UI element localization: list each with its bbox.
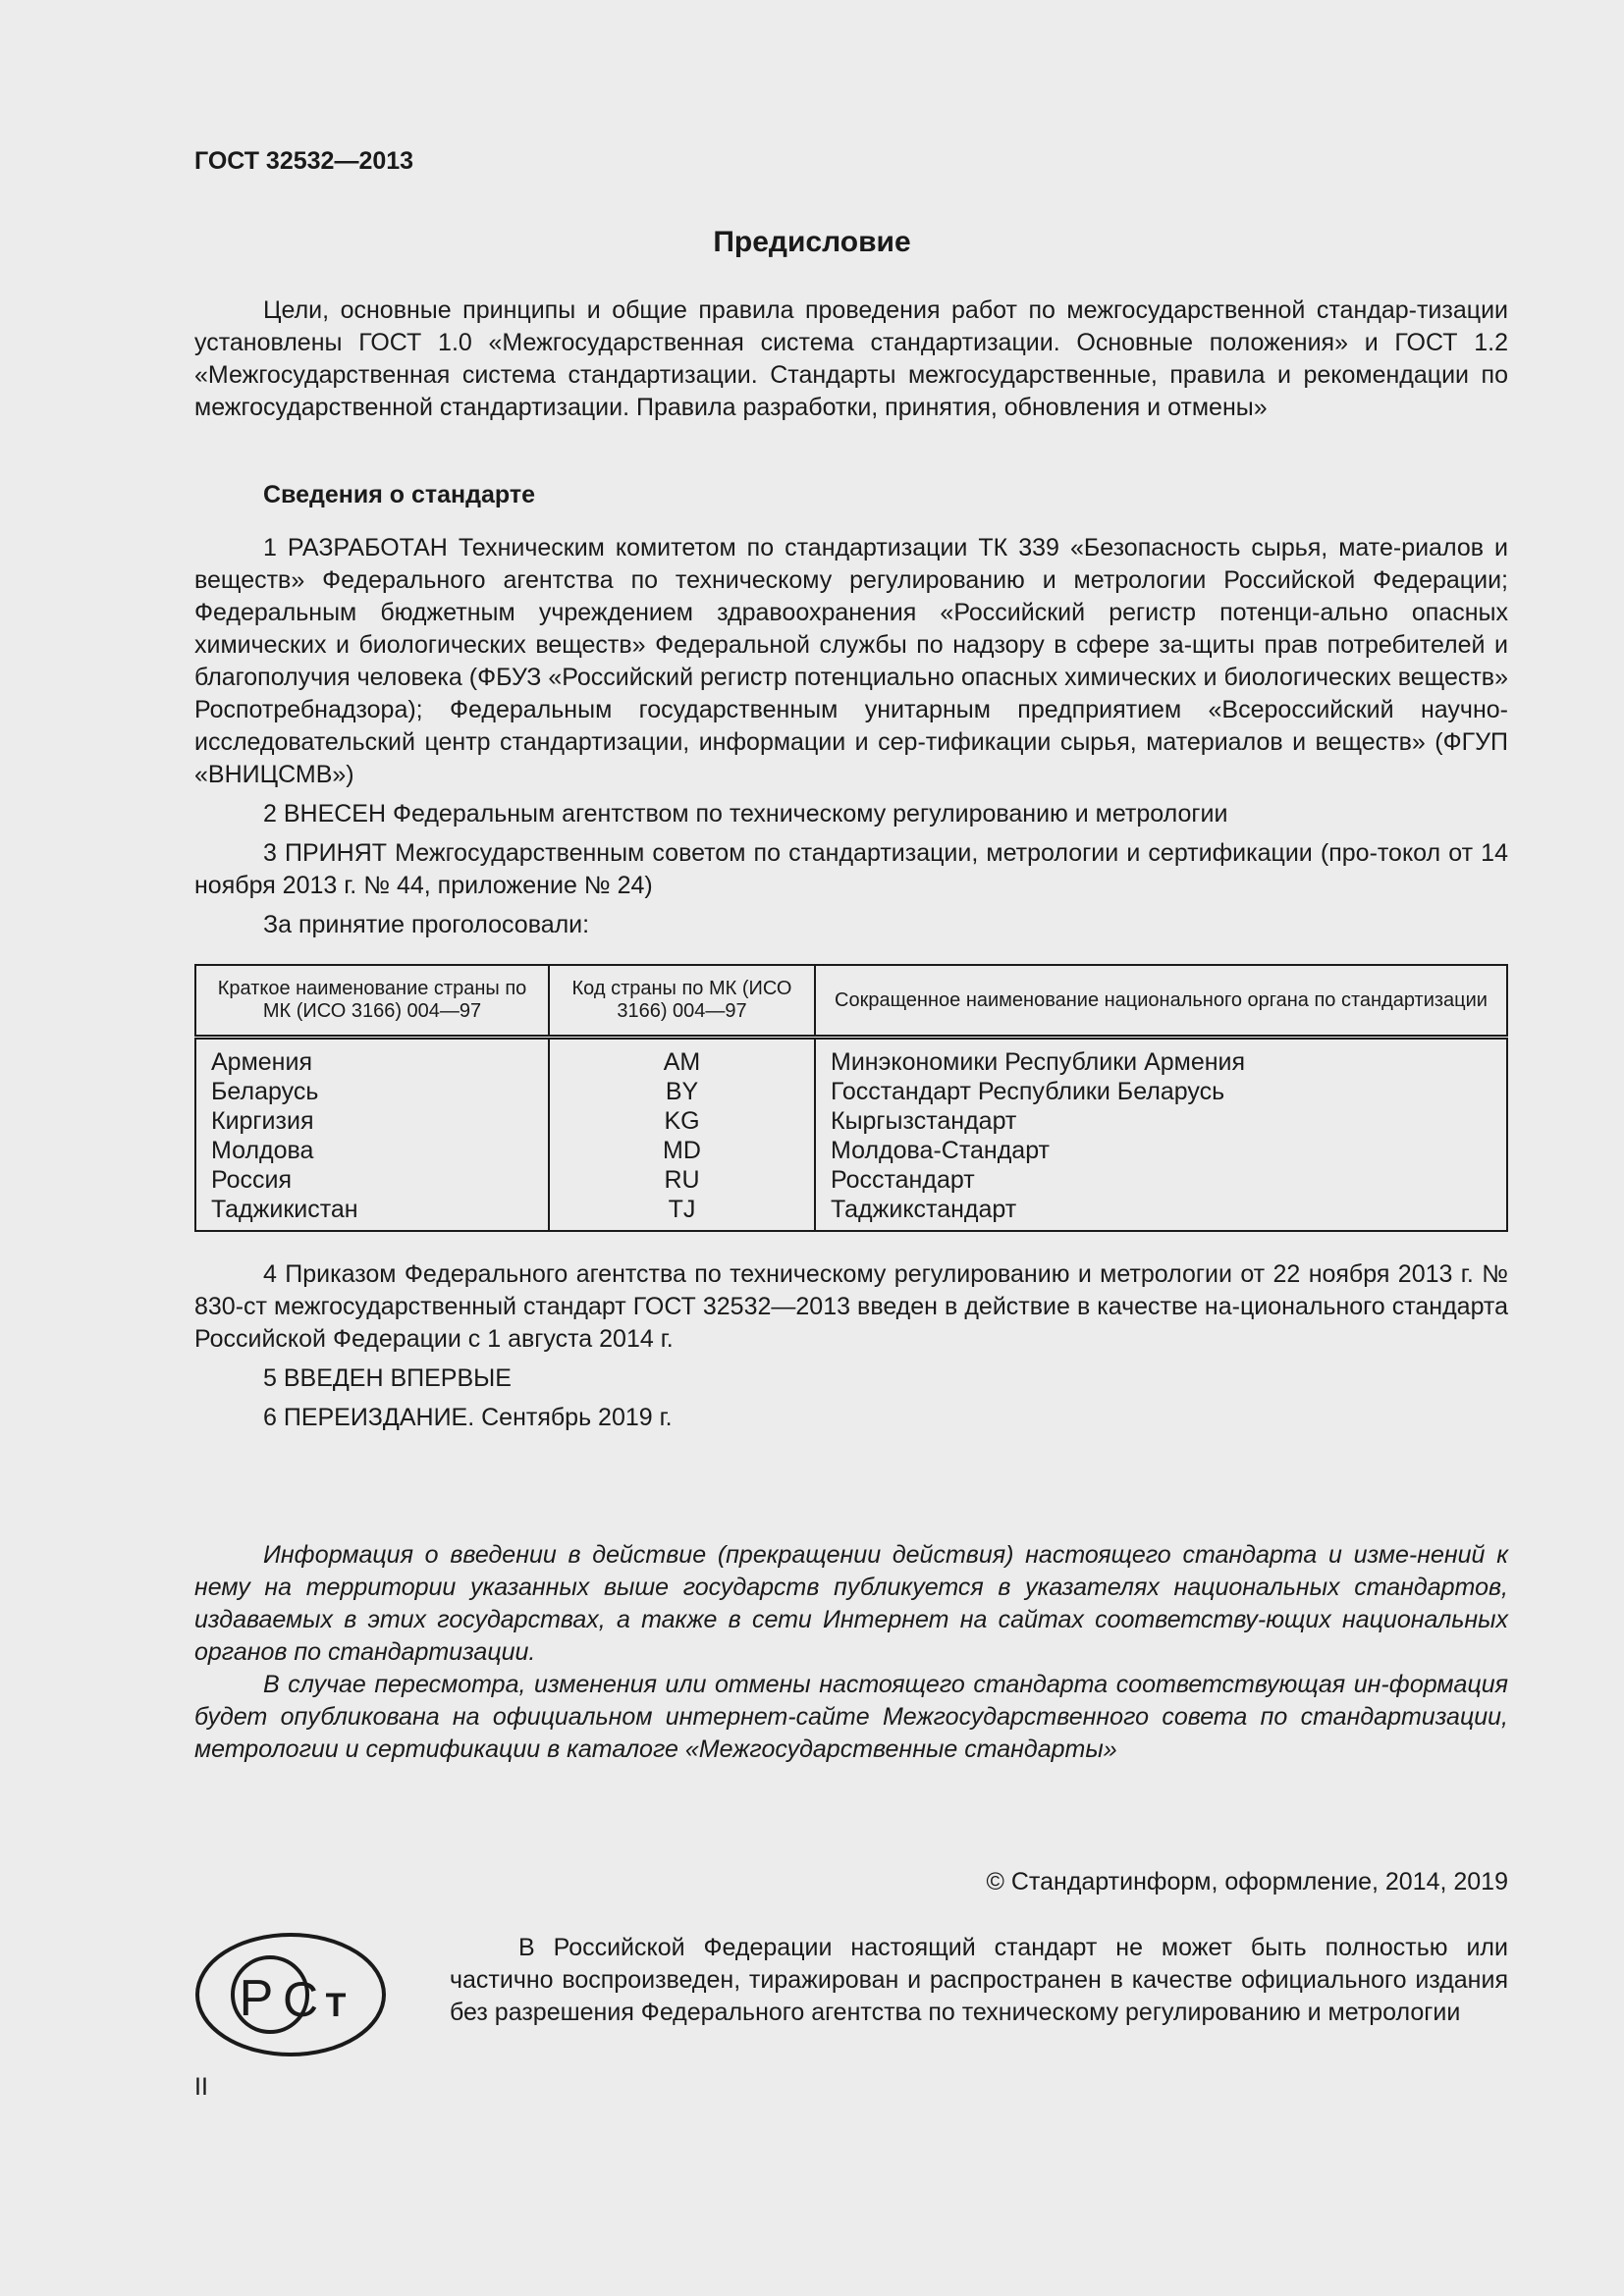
info-item-5: 5 ВВЕДЕН ВПЕРВЫЕ: [263, 1364, 512, 1392]
standard-info-section: [194, 479, 1508, 941]
info-item-6: 6 ПЕРЕИЗДАНИЕ. Сентябрь 2019 г.: [263, 1404, 673, 1431]
body-cell: Росстандарт: [815, 1165, 1507, 1195]
table-row: [195, 1106, 1507, 1136]
info-item-2: 2 ВНЕСЕН Федеральным агентством по техническому регулированию и метрологии: [263, 800, 1228, 828]
country-cell: Молдова: [195, 1136, 549, 1165]
info-item-4: 4 Приказом Федерального агентства по техническому регулированию и метрологии от 22 ноября 2013 г. № 830-ст межгосударственный стандарт ГОСТ 32532—2013 введен в действие в качестве на-ционального стандарта Российской Федерации с 1 августа 2014 г.: [194, 1260, 1508, 1353]
country-cell: Армения: [195, 1038, 549, 1078]
document-id: ГОСТ 32532—2013: [194, 147, 414, 175]
body-cell: Госстандарт Республики Беларусь: [815, 1077, 1507, 1106]
code-cell: BY: [549, 1077, 815, 1106]
code-cell: MD: [549, 1136, 815, 1165]
body-cell: Минэкономики Республики Армения: [815, 1038, 1507, 1078]
body-cell: Кыргызстандарт: [815, 1106, 1507, 1136]
info-heading: Сведения о стандарте: [263, 481, 536, 508]
code-cell: TJ: [549, 1195, 815, 1231]
copyright-line: © Стандартинформ, оформление, 2014, 2019: [986, 1868, 1508, 1896]
table-row: [195, 1165, 1507, 1195]
notice-paragraph-2: В случае пересмотра, изменения или отмены настоящего стандарта соответствующая ин-формация будет опубликована на официальном интернет-сайте Межгосударственного совета по стандартизации, метрологии и сертификации в каталоге «Межгосударственные стандарты»: [194, 1671, 1508, 1763]
code-cell: KG: [549, 1106, 815, 1136]
rights-notice: В Российской Федерации настоящий стандарт не может быть полностью или частично воспроизведен, тиражирован и распространен в качестве официального издания без разрешения Федерального агентства по техническому регулированию и метрологии: [450, 1934, 1508, 2026]
notice-paragraph-1: Информация о введении в действие (прекращении действия) настоящего стандарта и изме-нений к нему на территории указанных выше государств публикуется в указателях национальных стандартов, издаваемых в этих государствах, а также в сети Интернет на сайтах соответству-ющих национальных органов по стандартизации.: [194, 1541, 1508, 1666]
rst-certification-mark-icon: [194, 1932, 387, 2057]
code-cell: RU: [549, 1165, 815, 1195]
header-country-name: Краткое наименование страны по МК (ИСО 3166) 004—97: [195, 965, 549, 1038]
country-cell: Беларусь: [195, 1077, 549, 1106]
adoption-section: [194, 1258, 1508, 1434]
country-cell: Таджикистан: [195, 1195, 549, 1231]
intro-section: [194, 294, 1508, 424]
notice-section: [194, 1539, 1508, 1766]
body-cell: Молдова-Стандарт: [815, 1136, 1507, 1165]
votes-table: [194, 964, 1508, 1232]
page-title: Предисловие: [713, 226, 911, 258]
table-row: [195, 1038, 1507, 1078]
page-number: II: [194, 2073, 208, 2101]
header-national-body: Сокращенное наименование национального органа по стандартизации: [815, 965, 1507, 1038]
country-cell: Киргизия: [195, 1106, 549, 1136]
body-cell: Таджикстандарт: [815, 1195, 1507, 1231]
logo-letter-t: Т: [325, 1987, 347, 2024]
logo-letter-s: С: [282, 1972, 319, 2027]
table-row: [195, 1136, 1507, 1165]
info-item-1: 1 РАЗРАБОТАН Техническим комитетом по стандартизации ТК 339 «Безопасность сырья, мате-риалов и веществ» Федерального агентства по техническому регулированию и метрологии Российской Федерации; Федеральным бюджетным учреждением здравоохранения «Российский регистр потенци-ально опасных химических и биологических веществ» Федеральной службы по надзору в сфере за-щиты прав потребителей и благополучия человека (ФБУЗ «Российский регистр потенциально опасных химических и биологических веществ» Роспотребнадзора); Федеральным государственным унитарным предприятием «Всероссийский научно-исследовательский центр стандартизации, информации и сер-тификации сырья, материалов и веществ» (ФГУП «ВНИЦСМВ»): [194, 534, 1508, 788]
intro-paragraph: Цели, основные принципы и общие правила проведения работ по межгосударственной стандар-тизации установлены ГОСТ 1.0 «Межгосударственная система стандартизации. Основные положения» и ГОСТ 1.2 «Межгосударственная система стандартизации. Стандарты межгосударственные, правила и рекомендации по межгосударственной стандартизации. Правила разработки, принятия, обновления и отмены»: [194, 296, 1508, 421]
table-row: [195, 1077, 1507, 1106]
header-country-code: Код страны по МК (ИСО 3166) 004—97: [549, 965, 815, 1038]
country-cell: Россия: [195, 1165, 549, 1195]
table-header-row: [195, 965, 1507, 1038]
vote-caption: За принятие проголосовали:: [263, 911, 590, 938]
info-item-3: 3 ПРИНЯТ Межгосударственным советом по стандартизации, метрологии и сертификации (про-токол от 14 ноября 2013 г. № 44, приложение № 24): [194, 839, 1508, 899]
code-cell: AM: [549, 1038, 815, 1078]
logo-letter-r: Р: [239, 1970, 274, 2027]
table-row: [195, 1195, 1507, 1231]
